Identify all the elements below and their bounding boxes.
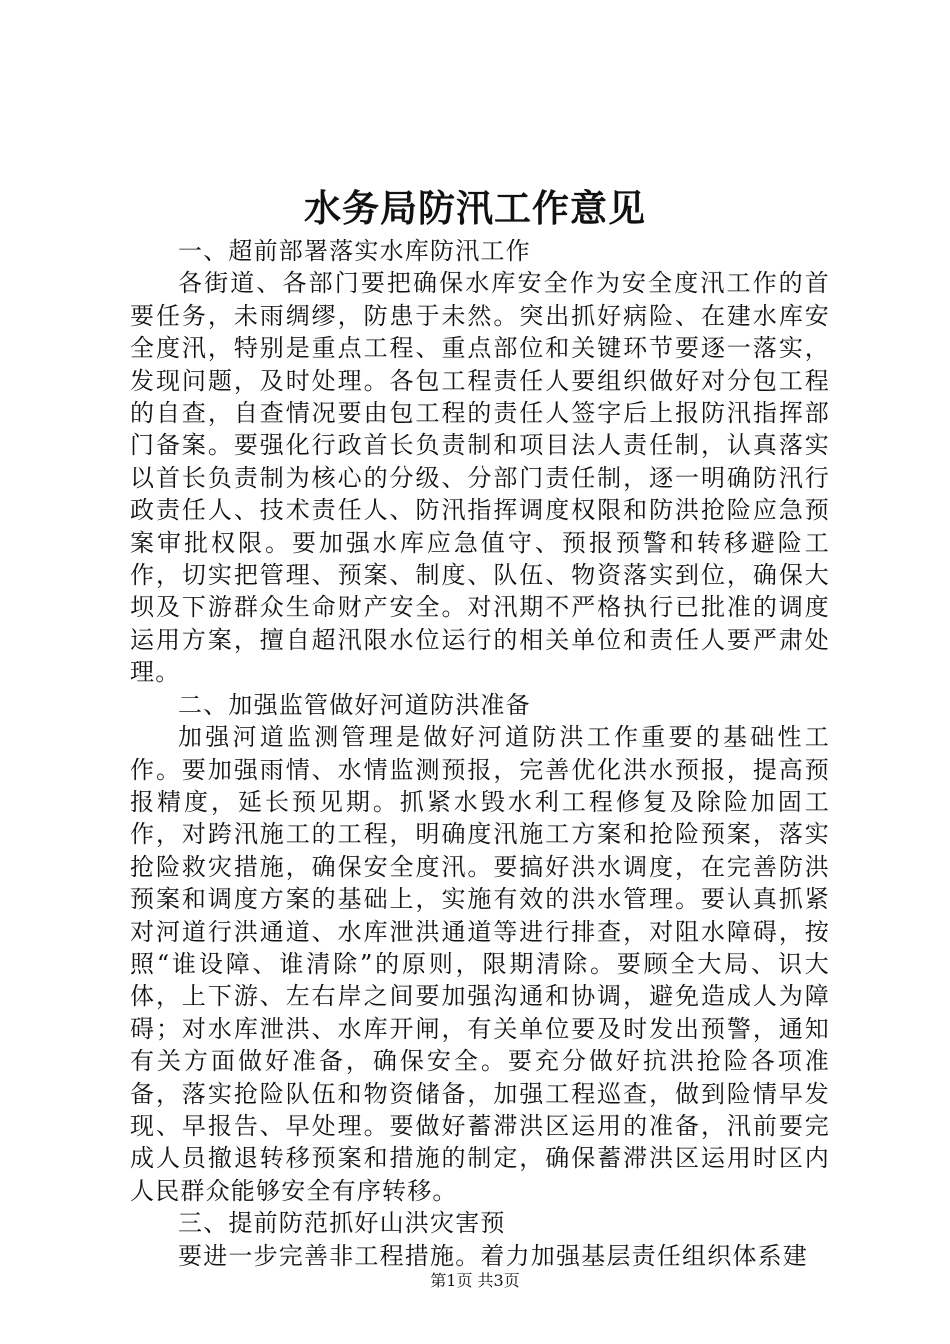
section-heading-3: 三、提前防范抓好山洪灾害预 xyxy=(178,1209,506,1238)
page-footer: 第1页 共3页 xyxy=(430,1271,520,1290)
paragraph-2: 加强河道监测管理是做好河道防洪工作重要的基础性工作。要加强雨情、水情监测预报，完善优化洪水预报，提高预报精度，延长预见期。抓紧水毁水利工程修复及除险加固工作，对跨汛施工的工程，明确度汛施工方案和抢险预案，落实抢险救灾措施，确保安全度汛。要搞好洪水调度，在完善防洪预案和调度方案的基础上，实施有效的洪水管理。要认真抓紧对河道行洪通道、水库泄洪通道等进行排查，对阻水障碍，按照“谁设障、谁清除”的原则，限期清除。要顾全大局、识大体，上下游、左右岸之间要加强沟通和协调，避免造成人为障碍；对水库泄洪、水库开闸，有关单位要及时发出预警，通知有关方面做好准备，确保安全。要充分做好抗洪抢险各项准备，落实抢险队伍和物资储备，加强工程巡查，做到险情早发现、早报告、早处理。要做好蓄滞洪区运用的准备，汛前要完成人员撤退转移预案和措施的制定，确保蓄滞洪区运用时区内人民群众能够安全有序转移。 xyxy=(130,723,830,1205)
document-body xyxy=(130,235,830,1272)
section-heading-1: 一、超前部署落实水库防汛工作 xyxy=(178,237,531,265)
paragraph-1: 各街道、各部门要把确保水库安全作为安全度汛工作的首要任务，未雨绸缪，防患于未然。突出抓好病险、在建水库安全度汛，特别是重点工程、重点部位和关键环节要逐一落实，发现问题，及时处理。各包工程责任人要组织做好对分包工程的自查，自查情况要由包工程的责任人签字后上报防汛指挥部门备案。要强化行政首长负责制和项目法人责任制，认真落实以首长负责制为核心的分级、分部门责任制，逐一明确防汛行政责任人、技术责任人、防汛指挥调度权限和防洪抢险应急预案审批权限。要加强水库应急值守、预报预警和转移避险工作，切实把管理、预案、制度、队伍、物资落实到位，确保大坝及下游群众生命财产安全。对汛期不严格执行已批准的调度运用方案，擅自超汛限水位运行的相关单位和责任人要严肃处理。 xyxy=(130,269,830,687)
document-title: 水务局防汛工作意见 xyxy=(304,187,646,230)
paragraph-3: 要进一步完善非工程措施。着力加强基层责任组织体系建 xyxy=(178,1241,808,1270)
section-heading-2: 二、加强监管做好河道防洪准备 xyxy=(178,690,531,719)
